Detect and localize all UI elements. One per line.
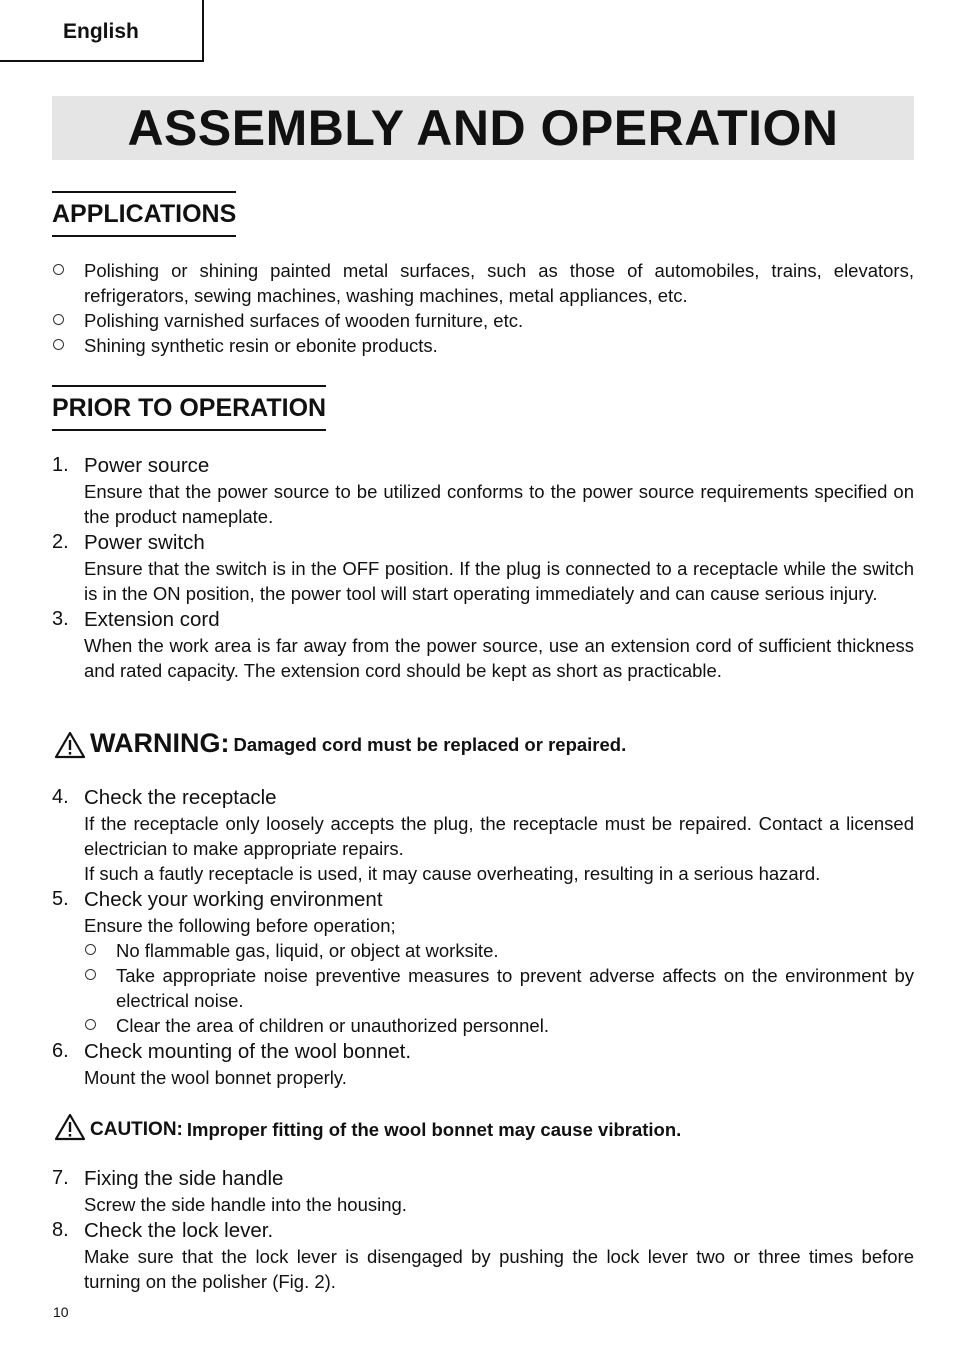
sub-list-item: No flammable gas, liquid, or object at worksite. xyxy=(84,938,914,963)
item-body: Mount the wool bonnet properly. xyxy=(84,1067,347,1088)
warning-triangle-icon xyxy=(54,731,86,759)
item-body: Ensure the following before operation; xyxy=(84,915,396,936)
list-item: 2. Power switch Ensure that the switch is in the OFF position. If the plug is connected to a receptacle while the switch is in the ON position, the power tool will start operating immediately and can cause serious injury. xyxy=(52,531,914,604)
list-item: Shining synthetic resin or ebonite products. xyxy=(52,333,914,358)
item-title: Check the receptacle xyxy=(84,786,277,809)
applications-list xyxy=(52,258,914,358)
caution-notice xyxy=(54,1113,681,1141)
circle-bullet-icon xyxy=(53,314,64,325)
prior-list-b xyxy=(52,784,914,1090)
list-item: 7. Fixing the side handle Screw the side handle into the housing. xyxy=(52,1165,914,1217)
item-body: Screw the side handle into the housing. xyxy=(84,1194,407,1215)
item-title: Check your working environment xyxy=(84,888,383,911)
list-item: 6. Check mounting of the wool bonnet. Mount the wool bonnet properly. xyxy=(52,1038,914,1090)
circle-bullet-icon xyxy=(53,339,64,350)
item-title: Power source xyxy=(84,454,210,477)
applications-heading: APPLICATIONS xyxy=(52,191,236,237)
item-title: Power switch xyxy=(84,531,205,554)
item-body: Ensure that the power source to be utilized conforms to the power source requirements specified on the product nameplate. xyxy=(84,481,914,527)
list-item: 3. Extension cord When the work area is far away from the power source, use an extension cord of sufficient thickness and rated capacity. The extension cord should be kept as short as practicable. xyxy=(52,608,914,681)
sub-list-item: Clear the area of children or unauthorized personnel. xyxy=(84,1013,914,1038)
caution-triangle-icon xyxy=(54,1113,86,1141)
title-banner xyxy=(52,96,914,160)
item-title: Extension cord xyxy=(84,608,220,631)
circle-bullet-icon xyxy=(85,969,96,980)
language-label: English xyxy=(63,20,139,43)
prior-heading: PRIOR TO OPERATION xyxy=(52,385,326,431)
item-body: Make sure that the lock lever is disengaged by pushing the lock lever two or three times before turning on the polisher (Fig. 2). xyxy=(84,1246,914,1292)
item-title: Fixing the side handle xyxy=(84,1167,284,1190)
item-title: Check mounting of the wool bonnet. xyxy=(84,1040,412,1063)
warning-notice xyxy=(54,728,626,759)
caution-text: Improper fitting of the wool bonnet may cause vibration. xyxy=(186,1119,682,1140)
sub-list-item: Take appropriate noise preventive measures to prevent adverse affects on the environment by electrical noise. xyxy=(84,963,914,1013)
prior-list-c xyxy=(52,1165,914,1294)
page-number: 10 xyxy=(53,1304,69,1320)
item-body: Ensure that the switch is in the OFF position. If the plug is connected to a receptacle while the switch is in the ON position, the power tool will start operating immediately and can cause serious injury. xyxy=(84,558,914,604)
item-body: If such a fautly receptacle is used, it may cause overheating, resulting in a serious hazard. xyxy=(84,863,821,884)
list-item: 4. Check the receptacle If the receptacle only loosely accepts the plug, the receptacle must be repaired. Contact a licensed electrician to make appropriate repairs. If such a fautly receptacle is used, it may cause overheating, resulting in a serious hazard. xyxy=(52,786,914,884)
item-title: Check the lock lever. xyxy=(84,1219,274,1242)
circle-bullet-icon xyxy=(85,944,96,955)
warning-text: Damaged cord must be replaced or repaired. xyxy=(233,734,627,755)
list-item: 5. Check your working environment Ensure the following before operation; No flammable gas, liquid, or object at worksite. Take appropriate noise preventive measures to prevent adverse affects on the environment by electrical noise. Clear the area of children or unauthorized personnel. xyxy=(52,888,914,1036)
page-title: ASSEMBLY AND OPERATION xyxy=(127,100,839,156)
circle-bullet-icon xyxy=(85,1019,96,1030)
circle-bullet-icon xyxy=(53,264,64,275)
prior-list-a xyxy=(52,452,914,683)
warning-label: WARNING: xyxy=(90,728,230,758)
list-item: 8. Check the lock lever. Make sure that the lock lever is disengaged by pushing the lock lever two or three times before turning on the polisher (Fig. 2). xyxy=(52,1219,914,1292)
item-body: When the work area is far away from the power source, use an extension cord of sufficient thickness and rated capacity. The extension cord should be kept as short as practicable. xyxy=(84,635,914,681)
item-body: If the receptacle only loosely accepts the plug, the receptacle must be repaired. Contact a licensed electrician to make appropriate repairs. xyxy=(84,813,914,859)
language-tab xyxy=(0,0,204,62)
list-item: Polishing or shining painted metal surfaces, such as those of automobiles, trains, elevators, refrigerators, sewing machines, washing machines, metal appliances, etc. xyxy=(52,258,914,308)
caution-label: CAUTION: xyxy=(90,1119,183,1140)
list-item: 1. Power source Ensure that the power source to be utilized conforms to the power source requirements specified on the product nameplate. xyxy=(52,454,914,527)
list-item: Polishing varnished surfaces of wooden furniture, etc. xyxy=(52,308,914,333)
